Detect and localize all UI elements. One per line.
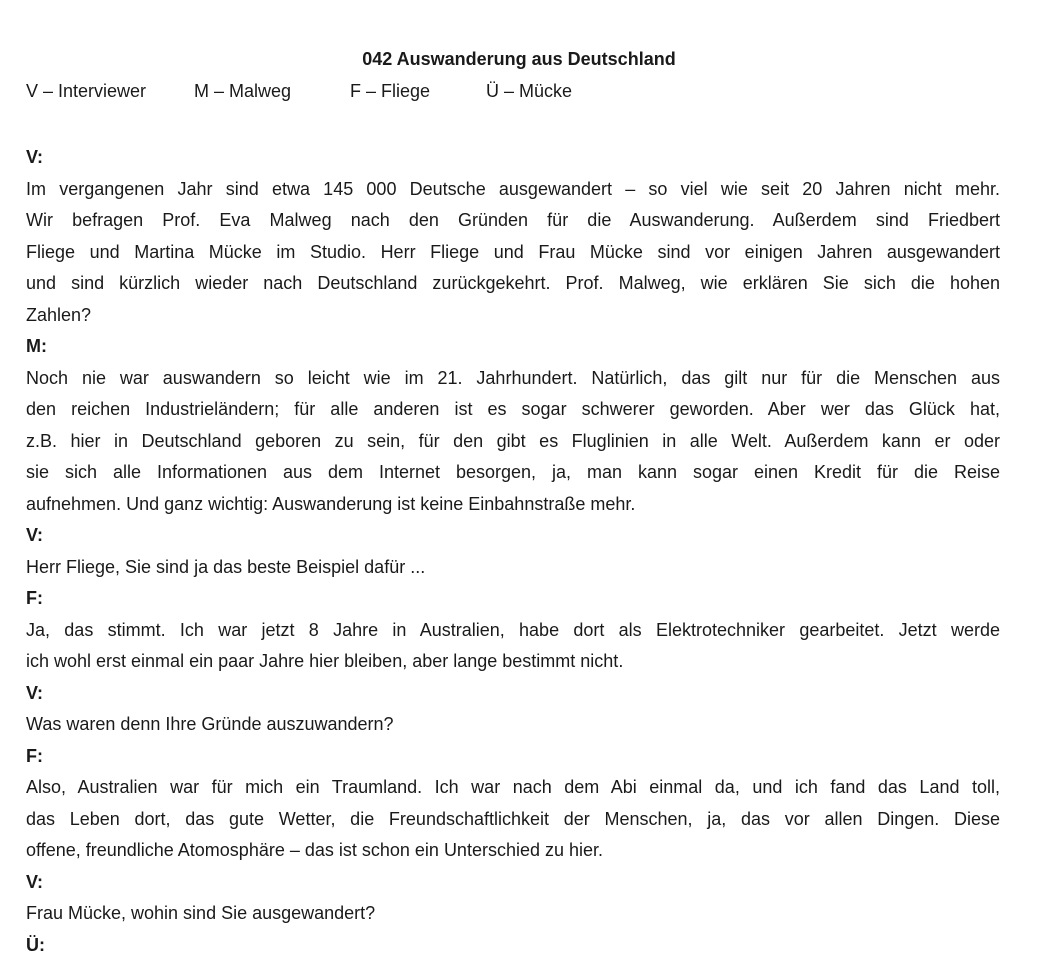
transcript-line: und sind kürzlich wieder nach Deutschland zurückgekehrt. Prof. Malweg, wie erklären Sie sich die hohen xyxy=(26,273,1000,293)
transcript-line: Fliege und Martina Mücke im Studio. Herr Fliege und Frau Mücke sind vor einigen Jahren ausgewandert xyxy=(26,241,1000,262)
transcript-line: Wir befragen Prof. Eva Malweg nach den Gründen für die Auswanderung. Außerdem sind Friedbert xyxy=(26,210,1000,230)
transcript-line: Noch nie war auswandern so leicht wie im 21. Jahrhundert. Natürlich, das gilt nur für die Menschen aus xyxy=(26,367,1000,388)
speaker-label: V: xyxy=(26,525,44,545)
transcript-line: das Leben dort, das gute Wetter, die Freundschaftlichkeit der Menschen, ja, das vor allen Dingen. Diese xyxy=(26,808,1000,829)
transcript-line: Im vergangenen Jahr sind etwa 145 000 Deutsche ausgewandert – so viel wie seit 20 Jahren nicht mehr. xyxy=(26,178,1000,199)
transcript-line: Herr Fliege, Sie sind ja das beste Beispiel dafür ... xyxy=(26,556,426,577)
speaker-label: M: xyxy=(26,336,47,356)
transcript-line: sie sich alle Informationen aus dem Internet besorgen, ja, man kann sogar einen Kredit für die Reise xyxy=(26,462,1000,482)
speaker-label: Ü: xyxy=(26,934,45,955)
legend-item-muecke: Ü – Mücke xyxy=(486,81,573,101)
document-title: 042 Auswanderung aus Deutschland xyxy=(362,49,676,69)
transcript-line: Zahlen? xyxy=(26,304,92,325)
transcript-line: Was waren denn Ihre Gründe auszuwandern? xyxy=(26,714,394,734)
transcript-line: ich wohl erst einmal ein paar Jahre hier bleiben, aber lange bestimmt nicht. xyxy=(26,651,624,671)
transcript-line: aufnehmen. Und ganz wichtig: Auswanderung ist keine Einbahnstraße mehr. xyxy=(26,493,636,514)
legend-item-interviewer: V – Interviewer xyxy=(26,81,147,101)
transcript-line: offene, freundliche Atomosphäre – das ist schon ein Unterschied zu hier. xyxy=(26,840,604,860)
speaker-label: V: xyxy=(26,147,44,167)
transcript-line: Ja, das stimmt. Ich war jetzt 8 Jahre in Australien, habe dort als Elektrotechniker gearbeitet. Jetzt werde xyxy=(26,619,1000,640)
speaker-label: V: xyxy=(26,871,44,892)
transcript-line: z.B. hier in Deutschland geboren zu sein, für den gibt es Fluglinien in alle Welt. Außerdem kann er oder xyxy=(26,430,1000,451)
legend-item-fliege: F – Fliege xyxy=(350,81,431,101)
transcript-line: Frau Mücke, wohin sind Sie ausgewandert? xyxy=(26,903,376,923)
transcript-line: Also, Australien war für mich ein Traumland. Ich war nach dem Abi einmal da, und ich fand das Land toll, xyxy=(26,777,1000,797)
speaker-label: F: xyxy=(26,588,43,608)
transcript xyxy=(26,142,1000,961)
transcript-line: den reichen Industrieländern; für alle anderen ist es sogar schwerer geworden. Aber wer das Glück hat, xyxy=(26,399,1000,419)
speaker-label: F: xyxy=(26,745,43,766)
speaker-label: V: xyxy=(26,682,44,703)
speaker-legend xyxy=(26,79,572,103)
legend-item-malweg: M – Malweg xyxy=(194,81,292,101)
